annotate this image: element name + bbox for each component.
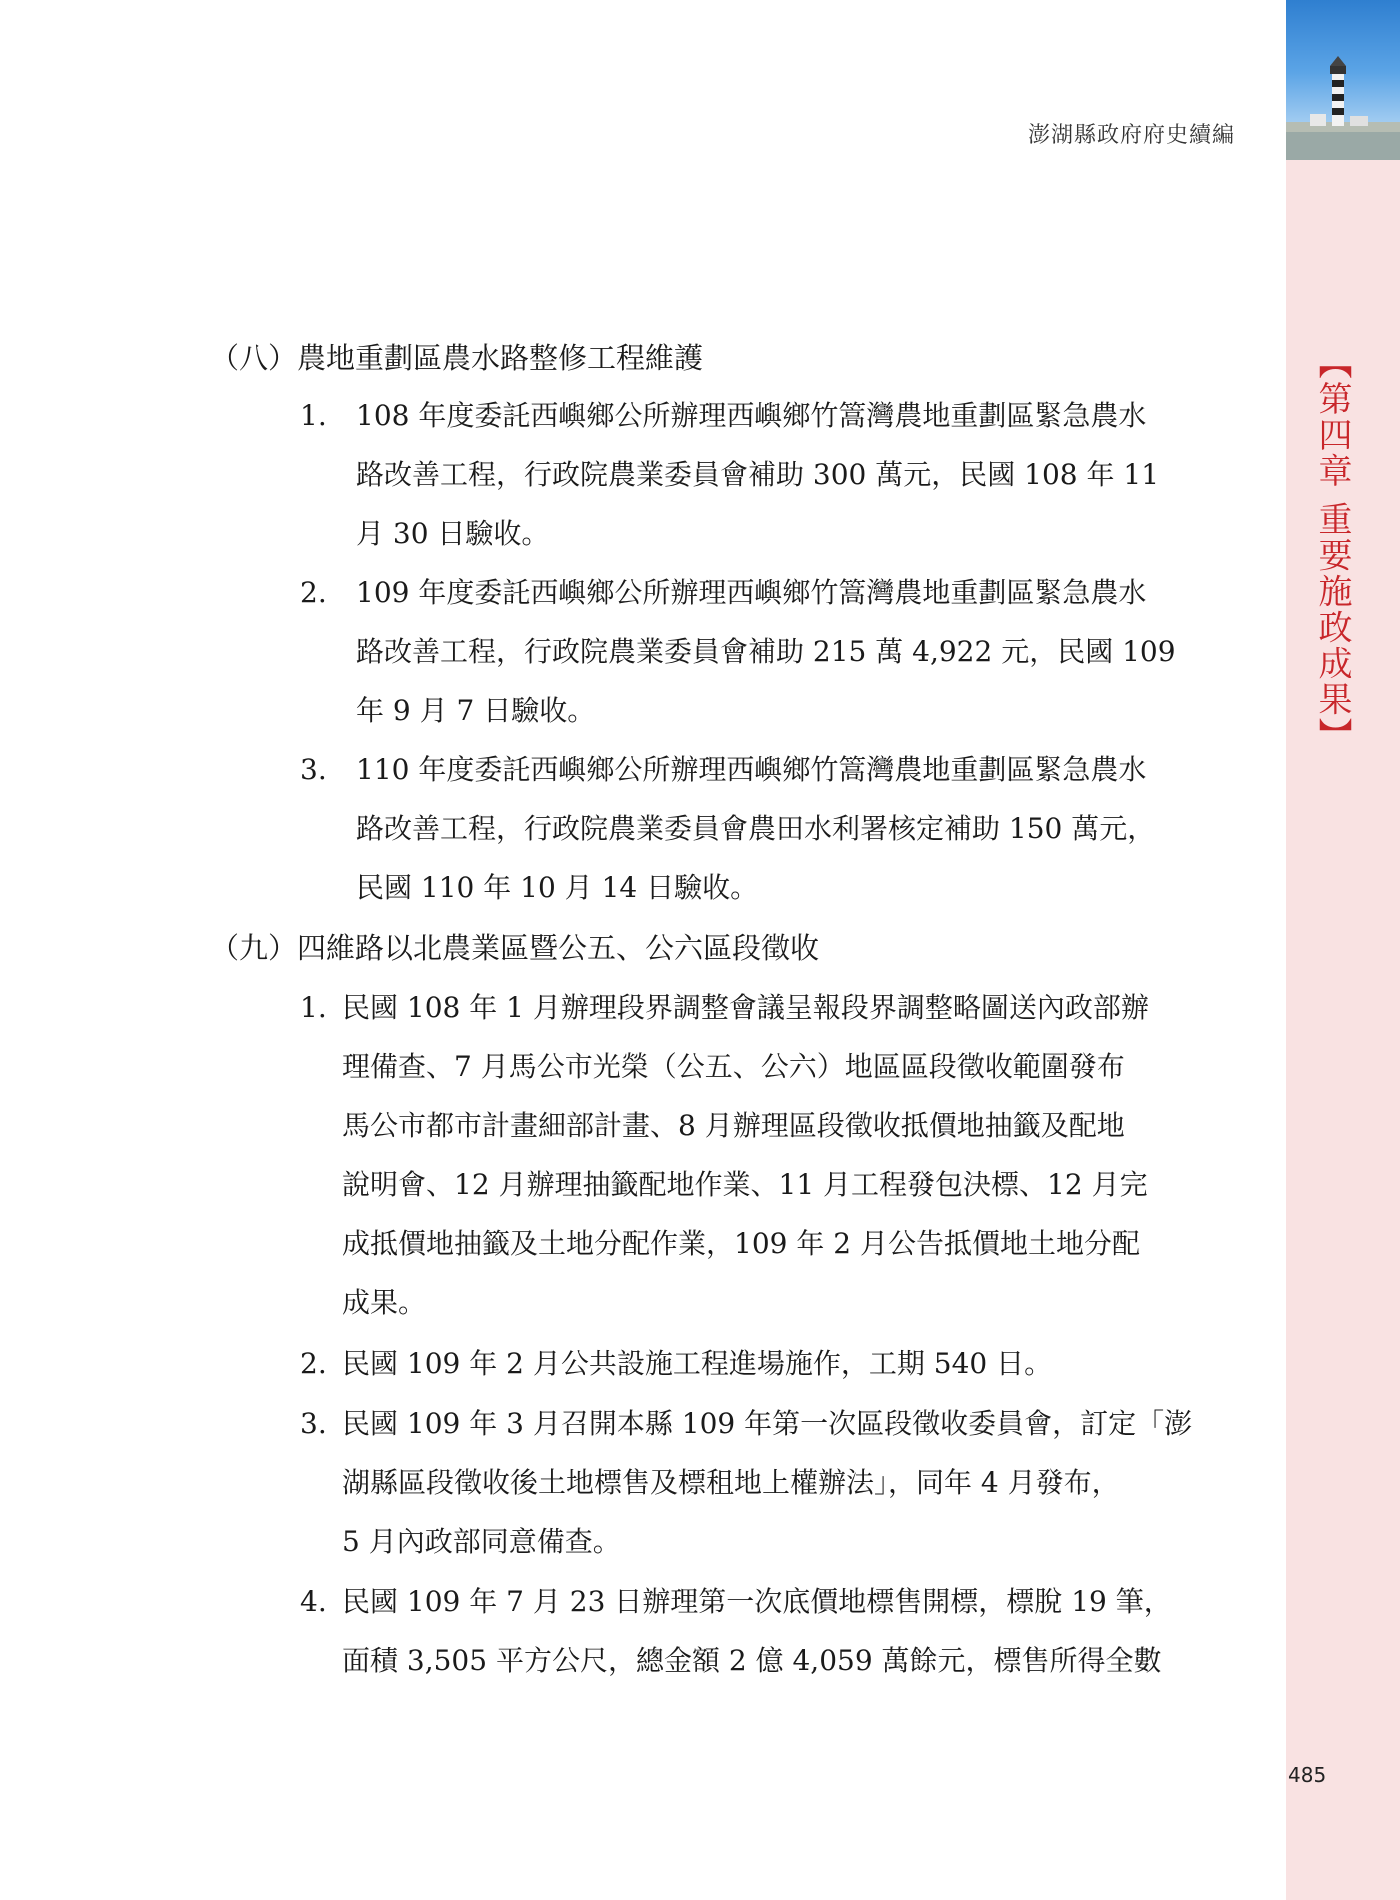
section-heading-9: （九）四維路以北農業區暨公五、公六區段徵收 bbox=[210, 931, 820, 965]
item-line: 路改善工程，行政院農業委員會補助 300 萬元，民國 108 年 11 bbox=[356, 458, 1160, 491]
item-line: 民國 109 年 7 月 23 日辦理第一次底價地標售開標，標脫 19 筆， bbox=[342, 1585, 1172, 1618]
item-number: 2. bbox=[300, 1347, 327, 1380]
item-line: 成果。 bbox=[342, 1286, 427, 1319]
item-number: 3. bbox=[300, 1407, 327, 1440]
item-line: 面積 3,505 平方公尺，總金額 2 億 4,059 萬餘元，標售所得全數 bbox=[342, 1644, 1162, 1677]
side-strip bbox=[1286, 0, 1400, 1900]
item-line: 成抵價地抽籤及土地分配作業，109 年 2 月公告抵價地土地分配 bbox=[342, 1227, 1140, 1260]
section-heading-8: （八）農地重劃區農水路整修工程維護 bbox=[210, 341, 704, 375]
book-title: 澎湖縣政府府史續編 bbox=[1027, 123, 1235, 148]
item-line: 湖縣區段徵收後土地標售及標租地上權辦法」，同年 4 月發布， bbox=[342, 1466, 1120, 1499]
chapter-tab: 【第四章 重要施政成果】 bbox=[1312, 345, 1352, 754]
item-line: 馬公市都市計畫細部計畫、8 月辦理區段徵收抵價地抽籤及配地 bbox=[342, 1109, 1125, 1142]
item-line: 月 30 日驗收。 bbox=[356, 517, 550, 550]
item-line: 民國 109 年 2 月公共設施工程進場施作，工期 540 日。 bbox=[342, 1347, 1053, 1380]
item-line: 理備查、7 月馬公市光榮（公五、公六）地區區段徵收範圍發布 bbox=[342, 1050, 1125, 1083]
item-number: 2. bbox=[300, 576, 327, 609]
item-line: 109 年度委託西嶼鄉公所辦理西嶼鄉竹篙灣農地重劃區緊急農水 bbox=[356, 576, 1147, 609]
item-number: 1. bbox=[300, 399, 327, 432]
item-line: 路改善工程，行政院農業委員會農田水利署核定補助 150 萬元， bbox=[356, 812, 1156, 845]
item-line: 108 年度委託西嶼鄉公所辦理西嶼鄉竹篙灣農地重劃區緊急農水 bbox=[356, 399, 1147, 432]
item-line: 民國 108 年 1 月辦理段界調整會議呈報段界調整略圖送內政部辦 bbox=[342, 991, 1149, 1024]
item-line: 說明會、12 月辦理抽籤配地作業、11 月工程發包決標、12 月完 bbox=[342, 1168, 1148, 1201]
item-line: 民國 109 年 3 月召開本縣 109 年第一次區段徵收委員會，訂定「澎 bbox=[342, 1407, 1193, 1440]
item-line: 年 9 月 7 日驗收。 bbox=[356, 694, 596, 727]
item-line: 路改善工程，行政院農業委員會補助 215 萬 4,922 元，民國 109 bbox=[356, 635, 1176, 668]
item-number: 3. bbox=[300, 753, 327, 786]
item-line: 110 年度委託西嶼鄉公所辦理西嶼鄉竹篙灣農地重劃區緊急農水 bbox=[356, 753, 1147, 786]
item-number: 1. bbox=[300, 991, 327, 1024]
item-number: 4. bbox=[300, 1585, 327, 1618]
item-line: 5 月內政部同意備查。 bbox=[342, 1525, 621, 1558]
item-line: 民國 110 年 10 月 14 日驗收。 bbox=[356, 871, 759, 904]
lighthouse-photo bbox=[1286, 0, 1400, 160]
page-number: 485 bbox=[1288, 1763, 1327, 1787]
